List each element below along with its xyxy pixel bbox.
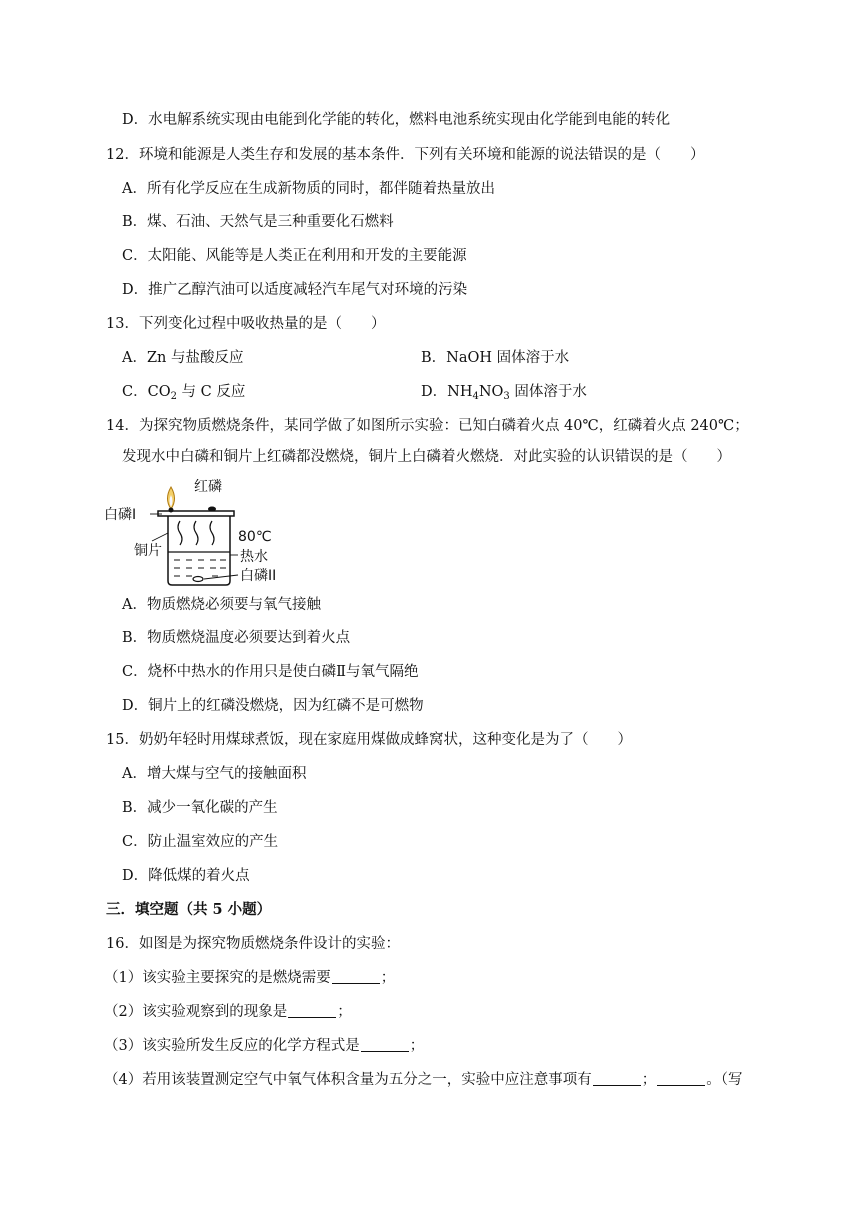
beaker [168, 516, 230, 585]
q13-option-c-text-end: 与 C 反应 [176, 384, 246, 400]
white-phosphorus-1-dot [169, 508, 174, 513]
q16-part-4-text: （4）若用该装置测定空气中氧气体积含量为五分之一，实验中应注意事项有 [104, 1072, 592, 1088]
q16-part-4-end: 。（写 [706, 1072, 743, 1088]
q13-option-c-text: C．CO [122, 384, 171, 400]
label-white-phosphorus-2: 白磷ⅠⅠ [240, 568, 277, 584]
q16-part-4-mid: ； [641, 1072, 657, 1088]
subscript: 3 [503, 391, 510, 402]
q12-option-a: A．所有化学反应在生成新物质的同时，都伴随着热量放出 [122, 181, 495, 197]
answer-blank[interactable] [593, 1071, 641, 1086]
label-hot-water: 热水 [240, 549, 268, 565]
q16-part-2-end: ； [337, 1004, 352, 1020]
q13-option-d-text-mid: NO [478, 384, 504, 400]
q12-option-d: D．推广乙醇汽油可以适度减轻汽车尾气对环境的污染 [122, 282, 468, 298]
q15-option-d: D．降低煤的着火点 [122, 868, 250, 884]
q16-part-3-text: （3）该实验所发生反应的化学方程式是 [104, 1038, 360, 1054]
q13-option-d-text-end: 固体溶于水 [509, 384, 587, 400]
q16-part-1-end: ； [380, 970, 396, 986]
subscript: 2 [170, 391, 177, 402]
answer-blank[interactable] [657, 1071, 705, 1086]
q13-option-c [122, 382, 245, 407]
label-white-phosphorus-1: 白磷Ⅰ [104, 507, 137, 523]
q13-option-b: B．NaOH 固体溶于水 [421, 350, 570, 366]
q11-option-d: D．水电解系统实现由电能到化学能的转化，燃料电池系统实现由化学能到电能的转化 [122, 112, 671, 128]
q15-stem: 15．奶奶年轻时用煤球煮饭，现在家庭用煤做成蜂窝状，这种变化是为了（ ） [106, 732, 632, 748]
q12-option-b: B．煤、石油、天然气是三种重要化石燃料 [122, 214, 394, 230]
q13-stem: 13．下列变化过程中吸收热量的是（ ） [106, 316, 386, 332]
steam-icon [178, 521, 214, 545]
q16-stem: 16．如图是为探究物质燃烧条件设计的实验： [106, 936, 400, 952]
q12-stem: 12．环境和能源是人类生存和发展的基本条件．下列有关环境和能源的说法错误的是（ ） [106, 147, 705, 163]
answer-blank[interactable] [361, 1037, 409, 1052]
q15-option-a: A．增大煤与空气的接触面积 [122, 766, 307, 782]
q14-option-c: C．烧杯中热水的作用只是使白磷Ⅱ与氧气隔绝 [122, 664, 419, 680]
q14-option-b: B．物质燃烧温度必须要达到着火点 [122, 630, 351, 646]
section-title: 三．填空题（共 5 小题） [106, 901, 272, 918]
label-temperature: 80℃ [238, 529, 272, 545]
q16-part-1 [104, 968, 395, 988]
q15-option-c: C．防止温室效应的产生 [122, 834, 279, 850]
q14-option-d: D．铜片上的红磷没燃烧，因为红磷不是可燃物 [122, 698, 424, 714]
label-red-phosphorus: 红磷 [194, 479, 222, 495]
label-copper-plate: 铜片 [134, 543, 162, 559]
q12-option-c: C．太阳能、风能等是人类正在利用和开发的主要能源 [122, 248, 467, 264]
q13-option-d-text: D．NH [421, 384, 473, 400]
q13-option-a: A．Zn 与盐酸反应 [122, 350, 244, 366]
q16-part-3 [104, 1036, 424, 1056]
red-phosphorus-dot [208, 507, 216, 512]
q16-part-3-end: ； [409, 1038, 425, 1054]
combustion-experiment-figure [104, 475, 288, 587]
q16-part-2-text: （2）该实验观察到的现象是 [104, 1004, 288, 1020]
answer-blank[interactable] [288, 1003, 336, 1018]
q14-stem-line1: 14．为探究物质燃烧条件，某同学做了如图所示实验：已知白磷着火点 40℃，红磷着火点 240℃； [106, 418, 749, 434]
water-dashes [174, 560, 226, 576]
q16-part-4 [104, 1070, 742, 1090]
white-phosphorus-2-dot [193, 577, 203, 582]
answer-blank[interactable] [332, 969, 380, 984]
subscript: 4 [472, 391, 479, 402]
q14-stem-line2: 发现水中白磷和铜片上红磷都没燃烧，铜片上白磷着火燃烧．对此实验的认识错误的是（ ） [122, 449, 731, 465]
q15-option-b: B．减少一氧化碳的产生 [122, 800, 278, 816]
q16-part-2 [104, 1002, 352, 1022]
q14-option-a: A．物质燃烧必须要与氧气接触 [122, 597, 321, 613]
q13-option-d [421, 382, 587, 407]
q16-part-1-text: （1）该实验主要探究的是燃烧需要 [104, 970, 331, 986]
